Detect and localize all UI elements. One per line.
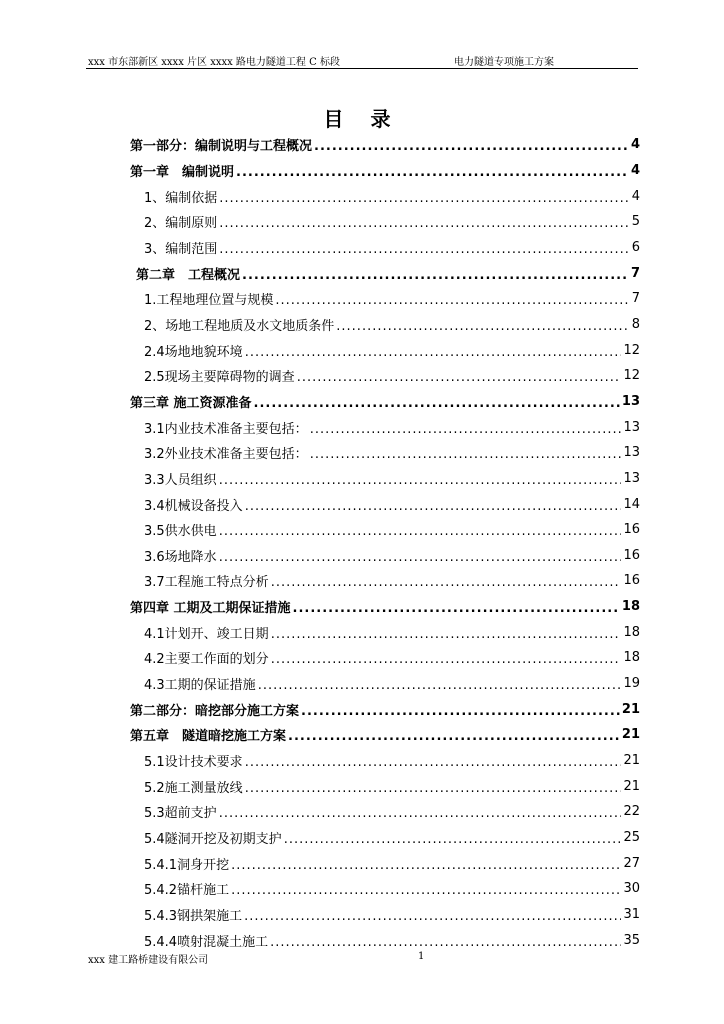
footer-company: xxx 建工路桥建设有限公司 <box>88 955 209 966</box>
toc-leader-dots <box>293 601 620 616</box>
toc-entry-page: 7 <box>630 265 640 281</box>
toc-leader-dots <box>231 858 621 873</box>
toc-leader-dots <box>244 909 621 924</box>
toc-leader-dots <box>242 268 629 283</box>
toc-leader-dots <box>301 704 620 719</box>
toc-entry-label: 1、编制依据 <box>144 190 218 206</box>
toc-entry-label: 5.4隧洞开挖及初期支护 <box>144 832 282 848</box>
toc-entry[interactable] <box>130 773 640 799</box>
toc-leader-dots <box>284 832 622 847</box>
toc-heading-entry[interactable] <box>130 132 640 158</box>
toc-heading-entry[interactable] <box>130 389 640 415</box>
toc-entry-page: 16 <box>623 522 640 538</box>
header-document-title: 电力隧道专项施工方案 <box>454 57 554 68</box>
toc-entry-page: 18 <box>623 650 640 666</box>
toc-leader-dots <box>310 447 622 462</box>
toc-entry[interactable] <box>130 312 640 338</box>
toc-entry[interactable] <box>130 491 640 517</box>
toc-entry[interactable] <box>130 927 640 953</box>
toc-entry-page: 13 <box>621 393 640 409</box>
toc-entry-page: 25 <box>623 830 640 846</box>
toc-entry-label: 第一章 编制说明 <box>130 164 235 180</box>
toc-leader-dots <box>245 755 622 770</box>
toc-entry-label: 5.4.4喷射混凝土施工 <box>144 934 269 950</box>
toc-leader-dots <box>219 216 629 231</box>
toc-entry-label: 第三章 施工资源准备 <box>130 395 252 411</box>
toc-leader-dots <box>245 499 622 514</box>
toc-leader-dots <box>236 165 629 180</box>
toc-entry-label: 第四章 工期及工期保证措施 <box>130 601 291 617</box>
toc-leader-dots <box>288 729 620 744</box>
toc-entry-label: 2、场地工程地质及水文地质条件 <box>144 318 335 334</box>
toc-entry-page: 7 <box>631 291 640 307</box>
toc-entry-label: 3、编制范围 <box>144 241 218 257</box>
toc-entry-page: 18 <box>623 624 640 640</box>
toc-entry-label: 第五章 隧道暗挖施工方案 <box>130 729 287 745</box>
toc-entry[interactable] <box>130 235 640 261</box>
toc-entry-page: 5 <box>631 214 640 230</box>
toc-entry-page: 30 <box>623 881 640 897</box>
toc-entry-page: 19 <box>623 676 640 692</box>
toc-entry-label: 3.4机械设备投入 <box>144 498 243 514</box>
toc-leader-dots <box>270 935 621 950</box>
toc-entry-page: 21 <box>621 701 640 717</box>
toc-entry-label: 1.工程地理位置与规模 <box>144 293 274 309</box>
toc-entry-page: 12 <box>623 342 640 358</box>
toc-entry[interactable] <box>130 517 640 543</box>
toc-leader-dots <box>219 191 629 206</box>
toc-entry[interactable] <box>130 568 640 594</box>
toc-leader-dots <box>336 319 629 334</box>
toc-leader-dots <box>314 139 629 154</box>
toc-entry-page: 13 <box>623 419 640 435</box>
toc-heading-entry[interactable] <box>130 158 640 184</box>
table-of-contents <box>130 132 640 953</box>
toc-leader-dots <box>310 422 622 437</box>
toc-entry-label: 4.2主要工作面的划分 <box>144 652 269 668</box>
toc-heading-entry[interactable] <box>130 722 640 748</box>
toc-entry[interactable] <box>130 414 640 440</box>
toc-heading-entry[interactable] <box>130 696 640 722</box>
toc-entry-page: 21 <box>623 778 640 794</box>
toc-entry-page: 12 <box>623 368 640 384</box>
toc-entry[interactable] <box>130 286 640 312</box>
footer-page-number: 1 <box>418 951 425 962</box>
toc-entry-page: 14 <box>623 496 640 512</box>
header-project-name: xxx 市东部新区 xxxx 片区 xxxx 路电力隧道工程 C 标段 <box>88 57 340 68</box>
toc-entry[interactable] <box>130 825 640 851</box>
toc-entry[interactable] <box>130 748 640 774</box>
toc-entry[interactable] <box>130 671 640 697</box>
toc-entry[interactable] <box>130 645 640 671</box>
toc-leader-dots <box>271 627 622 642</box>
toc-entry[interactable] <box>130 466 640 492</box>
toc-entry-label: 5.3超前支护 <box>144 806 217 822</box>
toc-entry-page: 22 <box>623 804 640 820</box>
toc-entry-label: 2.5现场主要障碍物的调查 <box>144 370 295 386</box>
toc-entry-label: 3.3人员组织 <box>144 472 217 488</box>
toc-entry-label: 3.1内业技术准备主要包括： <box>144 421 308 437</box>
toc-entry-page: 31 <box>623 907 640 923</box>
toc-entry-label: 4.3工期的保证措施 <box>144 678 256 694</box>
toc-entry-page: 13 <box>623 470 640 486</box>
toc-entry[interactable] <box>130 337 640 363</box>
toc-entry[interactable] <box>130 363 640 389</box>
toc-leader-dots <box>254 396 620 411</box>
toc-entry[interactable] <box>130 543 640 569</box>
toc-leader-dots <box>245 345 622 360</box>
toc-entry-label: 5.1设计技术要求 <box>144 755 243 771</box>
toc-entry-label: 第二章 工程概况 <box>136 267 241 283</box>
toc-entry-page: 13 <box>623 445 640 461</box>
toc-entry-label: 3.2外业技术准备主要包括： <box>144 447 308 463</box>
toc-entry-label: 3.7工程施工特点分析 <box>144 575 269 591</box>
toc-entry-page: 4 <box>630 137 640 153</box>
toc-entry-page: 18 <box>621 599 640 615</box>
toc-entry[interactable] <box>130 902 640 928</box>
toc-entry-page: 16 <box>623 573 640 589</box>
toc-entry-label: 3.6场地降水 <box>144 549 217 565</box>
toc-leader-dots <box>219 242 629 257</box>
toc-entry-label: 2.4场地地貌环境 <box>144 344 243 360</box>
toc-entry-label: 5.4.3钢拱架施工 <box>144 909 243 925</box>
toc-leader-dots <box>219 473 622 488</box>
toc-entry-page: 8 <box>631 316 640 332</box>
toc-entry[interactable] <box>130 876 640 902</box>
toc-entry[interactable] <box>130 619 640 645</box>
toc-entry[interactable] <box>130 209 640 235</box>
toc-entry[interactable] <box>130 440 640 466</box>
toc-entry[interactable] <box>130 183 640 209</box>
toc-entry-page: 35 <box>623 932 640 948</box>
toc-entry-page: 21 <box>623 753 640 769</box>
toc-entry-page: 6 <box>631 239 640 255</box>
toc-leader-dots <box>245 781 622 796</box>
toc-leader-dots <box>271 575 622 590</box>
toc-entry-label: 4.1计划开、竣工日期 <box>144 626 269 642</box>
toc-entry-page: 21 <box>621 727 640 743</box>
toc-entry-page: 27 <box>623 855 640 871</box>
toc-entry-label: 3.5供水供电 <box>144 524 217 540</box>
page-header <box>86 52 638 69</box>
toc-leader-dots <box>231 883 621 898</box>
toc-leader-dots <box>258 678 622 693</box>
toc-leader-dots <box>219 524 622 539</box>
toc-entry-label: 第一部分：编制说明与工程概况 <box>130 139 313 155</box>
toc-entry-label: 第二部分：暗挖部分施工方案 <box>130 703 300 719</box>
toc-entry[interactable] <box>130 799 640 825</box>
toc-entry-page: 4 <box>631 188 640 204</box>
toc-heading-entry[interactable] <box>130 594 640 620</box>
toc-leader-dots <box>219 806 622 821</box>
toc-entry-label: 2、编制原则 <box>144 216 218 232</box>
toc-title: 目 录 <box>323 107 401 131</box>
toc-leader-dots <box>219 550 622 565</box>
toc-entry-label: 5.4.1洞身开挖 <box>144 857 230 873</box>
toc-heading-entry[interactable] <box>130 260 640 286</box>
toc-entry-page: 16 <box>623 547 640 563</box>
toc-leader-dots <box>275 293 629 308</box>
toc-entry-page: 4 <box>630 162 640 178</box>
toc-entry-label: 5.2施工测量放线 <box>144 780 243 796</box>
toc-entry-label: 5.4.2锚杆施工 <box>144 883 230 899</box>
toc-entry[interactable] <box>130 850 640 876</box>
toc-leader-dots <box>297 370 622 385</box>
toc-leader-dots <box>271 652 622 667</box>
